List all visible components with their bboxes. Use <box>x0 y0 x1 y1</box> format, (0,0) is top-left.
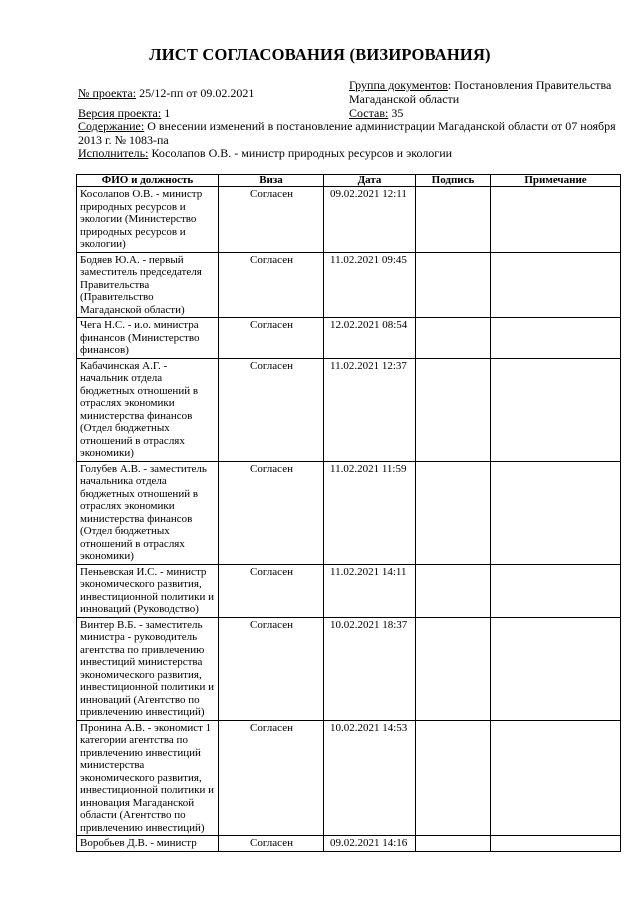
document-group <box>349 78 624 106</box>
cell-name: Голубев А.В. - заместитель начальника отдела бюджетных отношений в отраслях экономики министерства финансов (Отдел бюджетных отношений в отраслях экономики) <box>77 461 219 564</box>
cell-visa: Согласен <box>219 358 324 461</box>
content-value-2: 2013 г. № 1083-па <box>78 132 169 147</box>
cell-date: 11.02.2021 12:37 <box>324 358 416 461</box>
cell-date: 09.02.2021 14:16 <box>324 836 416 852</box>
table-row <box>77 252 621 318</box>
table-row <box>77 461 621 564</box>
cell-visa: Согласен <box>219 318 324 359</box>
header-signature: Подпись <box>416 175 491 187</box>
header-visa: Виза <box>219 175 324 187</box>
composition <box>349 106 403 120</box>
cell-note <box>491 187 621 253</box>
table-row <box>77 720 621 836</box>
cell-name: Бодяев Ю.А. - первый заместитель председателя Правительства (Правительство Магаданской области) <box>77 252 219 318</box>
cell-signature <box>416 358 491 461</box>
cell-date: 09.02.2021 12:11 <box>324 187 416 253</box>
cell-date: 11.02.2021 14:11 <box>324 564 416 617</box>
cell-note <box>491 836 621 852</box>
group-label: Группа документов <box>349 78 448 92</box>
composition-value: 35 <box>391 106 404 120</box>
content-block <box>78 120 618 147</box>
cell-signature <box>416 461 491 564</box>
executor-block <box>78 147 618 161</box>
composition-label: Состав: <box>349 106 389 120</box>
cell-signature <box>416 617 491 720</box>
cell-date: 12.02.2021 08:54 <box>324 318 416 359</box>
table-header-row <box>77 175 621 187</box>
cell-note <box>491 461 621 564</box>
cell-name: Косолапов О.В. - министр природных ресурсов и экологии (Министерство природных ресурсов и экологии) <box>77 187 219 253</box>
cell-name: Пеньевская И.С. - министр экономического развития, инвестиционной политики и инноваций (Руководство) <box>77 564 219 617</box>
cell-date: 11.02.2021 11:59 <box>324 461 416 564</box>
project-version <box>78 106 170 120</box>
cell-note <box>491 318 621 359</box>
header-name: ФИО и должность <box>77 175 219 187</box>
group-value: : Постановления Правительства <box>447 78 612 92</box>
cell-signature <box>416 318 491 359</box>
cell-visa: Согласен <box>219 720 324 836</box>
header-note: Примечание <box>491 175 621 187</box>
cell-note <box>491 252 621 318</box>
cell-date: 10.02.2021 18:37 <box>324 617 416 720</box>
cell-name: Кабачинская А.Г. - начальник отдела бюджетных отношений в отраслях экономики министерства финансов (Отдел бюджетных отношений в отраслях экономики) <box>77 358 219 461</box>
cell-signature <box>416 836 491 852</box>
project-value: 25/12-пп от 09.02.2021 <box>139 86 255 100</box>
table-row <box>77 318 621 359</box>
cell-visa: Согласен <box>219 461 324 564</box>
project-number <box>78 86 254 100</box>
cell-note <box>491 617 621 720</box>
content-value: О внесении изменений в постановление администрации Магаданской области от 07 ноября <box>147 119 616 133</box>
page-title: ЛИСТ СОГЛАСОВАНИЯ (ВИЗИРОВАНИЯ) <box>149 45 491 64</box>
cell-name: Пронина А.В. - экономист 1 категории агентства по привлечению инвестиций министерства экономического развития, инвестиционной политики и инновация Магаданской области (Агентство по привлечению инвестиций) <box>77 720 219 836</box>
table-row <box>77 617 621 720</box>
version-label: Версия проекта: <box>78 106 162 120</box>
table-row <box>77 358 621 461</box>
table-row <box>77 564 621 617</box>
cell-date: 11.02.2021 09:45 <box>324 252 416 318</box>
cell-visa: Согласен <box>219 252 324 318</box>
project-label: № проекта: <box>78 86 137 100</box>
cell-signature <box>416 187 491 253</box>
executor-label: Исполнитель: <box>78 146 149 160</box>
content-label: Содержание: <box>78 119 145 133</box>
version-value: 1 <box>164 106 171 120</box>
cell-name: Воробьев Д.В. - министр <box>77 836 219 852</box>
cell-visa: Согласен <box>219 564 324 617</box>
cell-name: Винтер В.Б. - заместитель министра - руководитель агентства по привлечению инвестиций министерства экономического развития, инвестиционной политики и инноваций (Агентство по привлечению инвестиций) <box>77 617 219 720</box>
header-date: Дата <box>324 175 416 187</box>
cell-date: 10.02.2021 14:53 <box>324 720 416 836</box>
cell-visa: Согласен <box>219 836 324 852</box>
cell-note <box>491 564 621 617</box>
table-row <box>77 836 621 852</box>
cell-name: Чега Н.С. - и.о. министра финансов (Министерство финансов) <box>77 318 219 359</box>
table-row <box>77 187 621 253</box>
cell-note <box>491 720 621 836</box>
executor-value: Косолапов О.В. - министр природных ресурсов и экологии <box>151 146 453 160</box>
cell-signature <box>416 252 491 318</box>
cell-visa: Согласен <box>219 617 324 720</box>
cell-note <box>491 358 621 461</box>
cell-signature <box>416 564 491 617</box>
approval-table <box>76 174 621 852</box>
group-value-2: Магаданской области <box>349 92 460 106</box>
cell-signature <box>416 720 491 836</box>
cell-visa: Согласен <box>219 187 324 253</box>
